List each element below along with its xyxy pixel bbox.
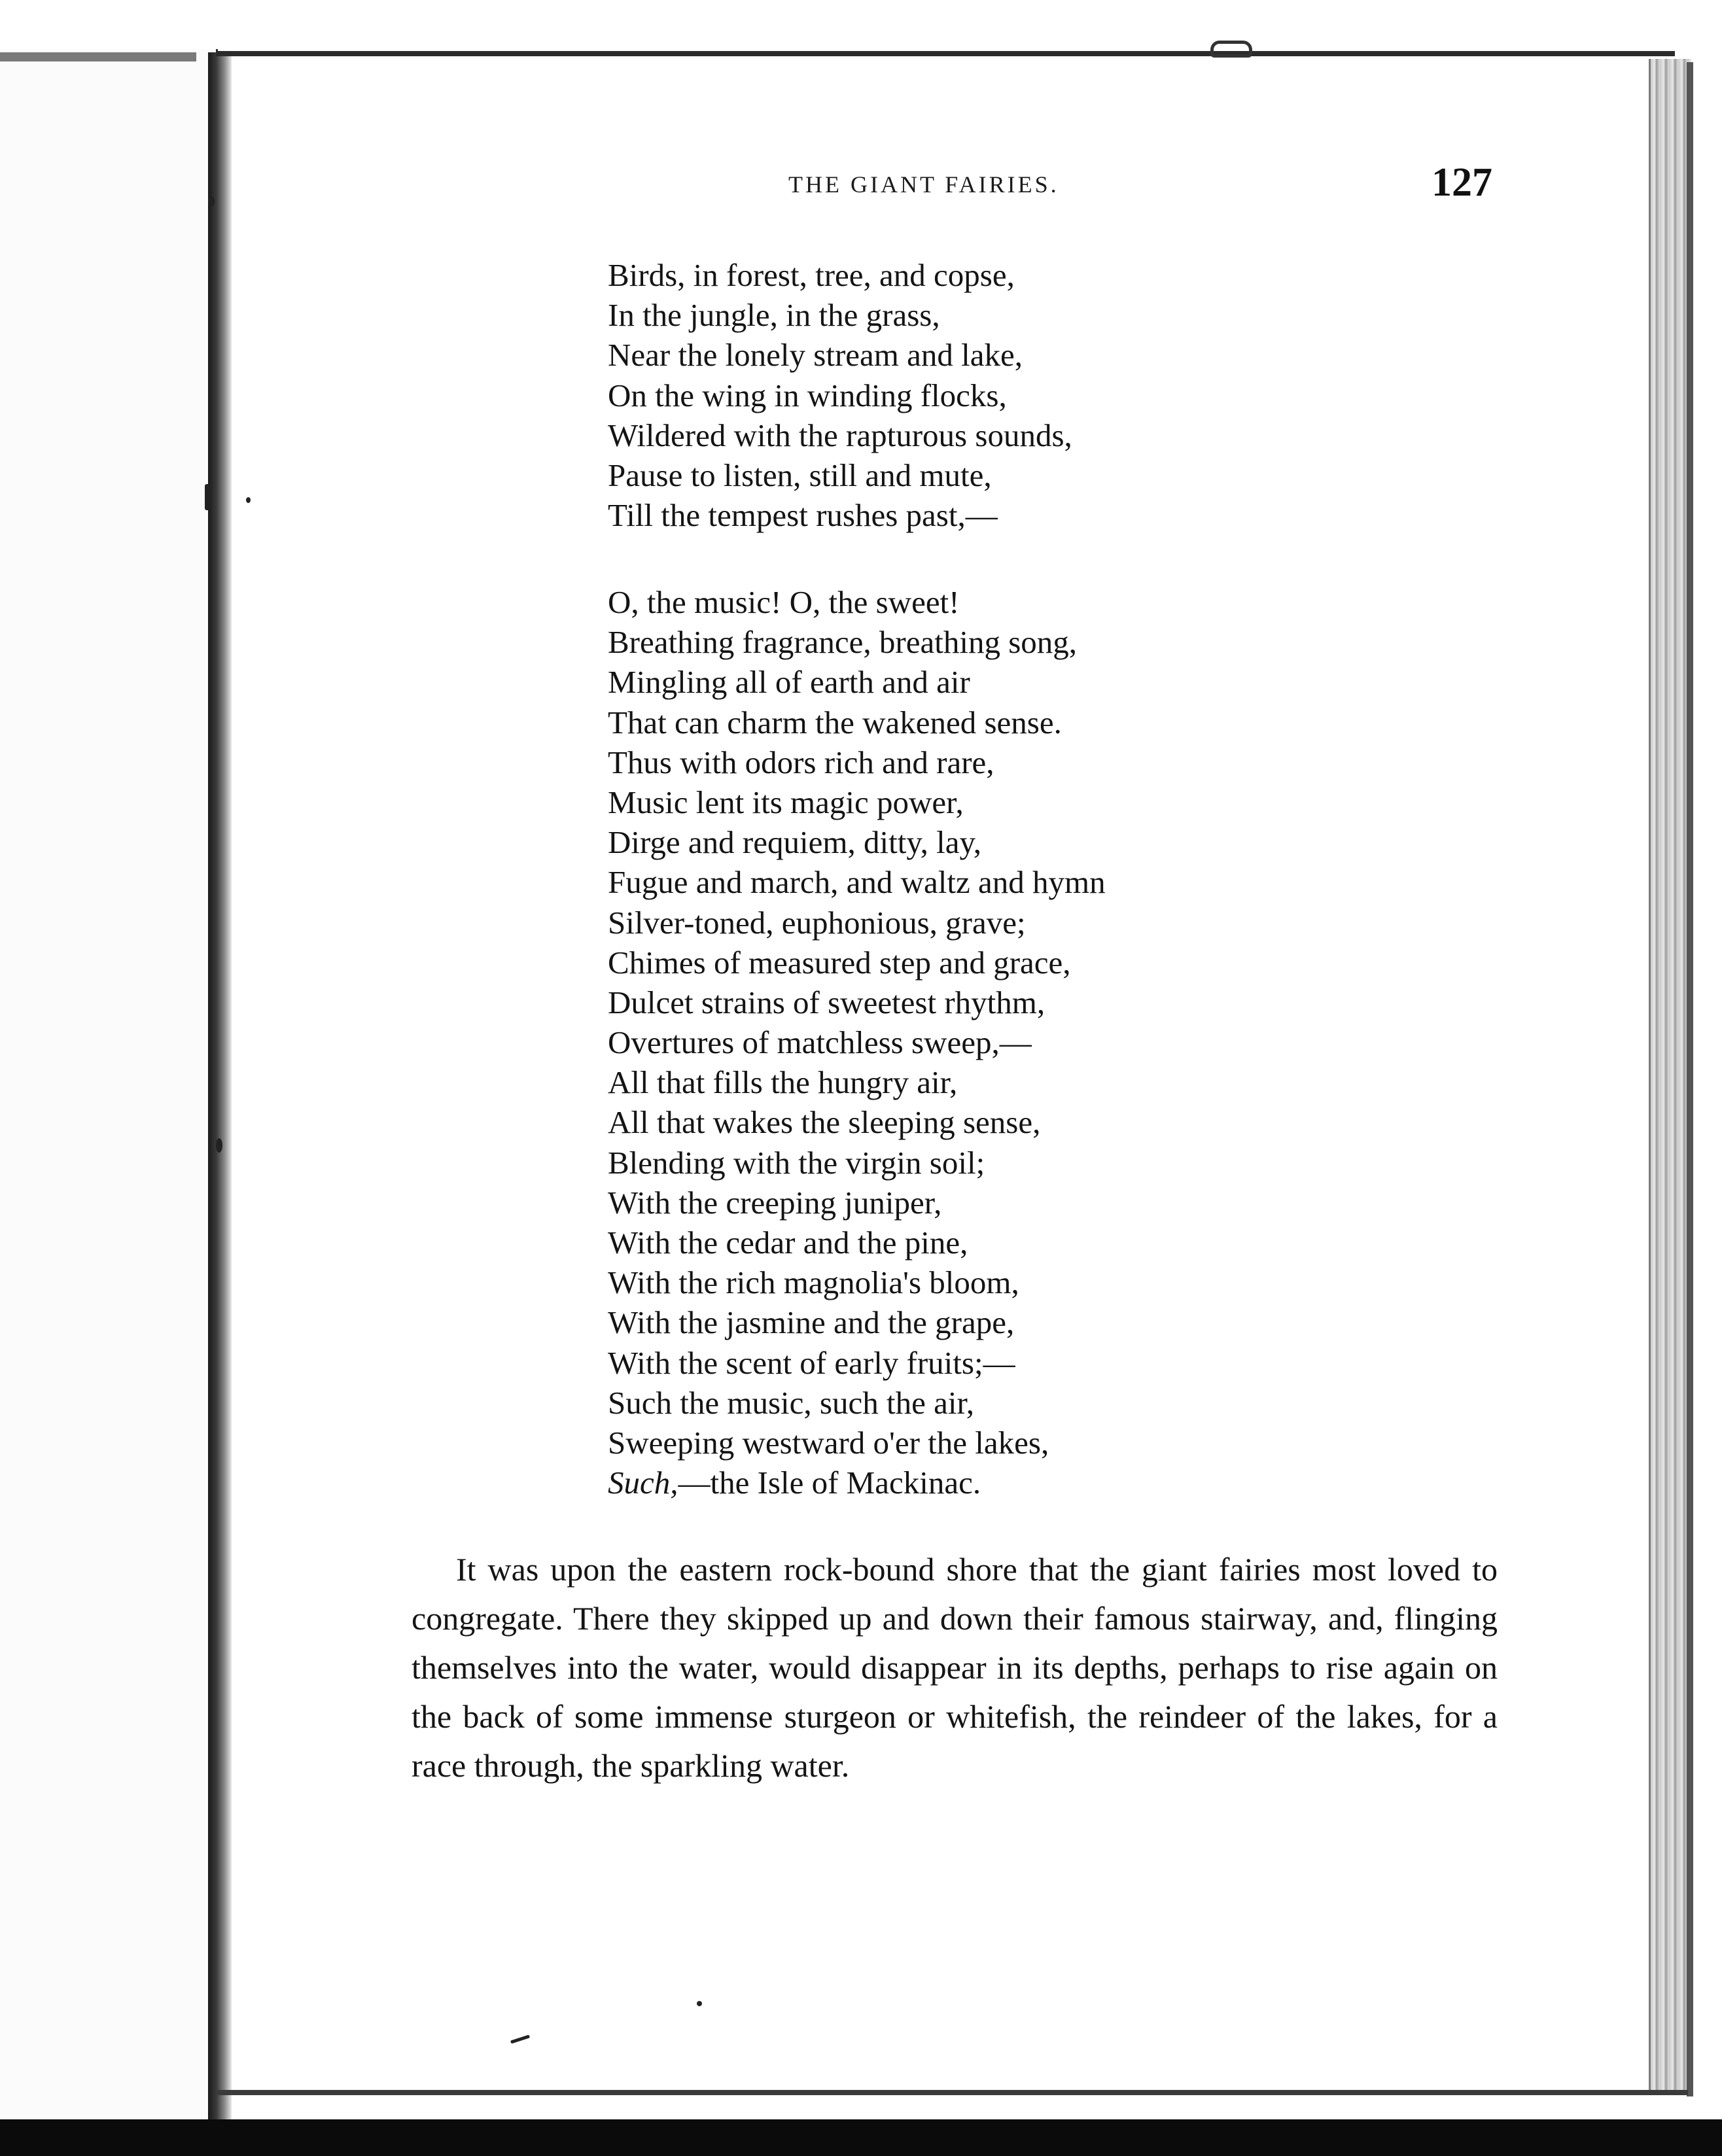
poem-line: Fugue and march, and waltz and hymn [608,864,1106,901]
poem-line: Dirge and requiem, ditty, lay, [608,824,982,861]
poem-line: Such the music, such the air, [608,1384,975,1421]
ink-speck [208,196,215,207]
poem-line: O, the music! O, the sweet! [608,584,960,620]
ink-speck [205,484,210,510]
poem-final-line-italic: Such, [608,1465,678,1501]
ink-speck [216,1138,222,1153]
poem-line: All that wakes the sleeping sense, [608,1104,1041,1141]
poem-line: All that fills the hungry air, [608,1064,958,1101]
poem-line: With the scent of early fruits;— [608,1344,1015,1381]
poem-line: With the jasmine and the grape, [608,1304,1015,1341]
ink-mark [1210,41,1252,58]
poem-stanza-1 [608,255,1072,535]
poem-line: Birds, in forest, tree, and copse, [608,257,1015,293]
left-page [0,49,218,2126]
poem-line: Blending with the virgin soil; [608,1144,985,1181]
ink-speck [246,497,251,503]
poem-line: Sweeping westward o'er the lakes, [608,1424,1049,1461]
poem-final-line-rest: —the Isle of Mackinac. [678,1465,981,1501]
poem-line: Mingling all of earth and air [608,664,970,701]
left-page-edge [0,52,196,61]
page-number: 127 [1432,160,1492,205]
page-bottom-edge [216,2090,1688,2095]
poem-line: With the cedar and the pine, [608,1225,968,1261]
page-top-edge [216,51,1675,56]
poem-line: Dulcet strains of sweetest rhythm, [608,984,1046,1020]
ink-speck [697,2001,702,2006]
scan-bottom-border [0,2119,1722,2156]
poem-line: Pause to listen, still and mute, [608,457,992,493]
poem-line: Breathing fragrance, breathing song, [608,624,1078,661]
poem-line: Overtures of matchless sweep,— [608,1024,1032,1061]
poem-line: Thus with odors rich and rare, [608,744,994,780]
prose-paragraph: It was upon the eastern rock-bound shore that the giant fairies most loved to congregate. There they skipped up and down their famous stairway, and, flinging themselves into the water, would disappear in its depths, perhaps to rise again on the back of some immense sturgeon or whitefish, the reindeer of the lakes, for a race through, the sparkling water. [412,1551,1498,1784]
poem-line: With the creeping juniper, [608,1184,942,1221]
poem-line: Silver-toned, euphonious, grave; [608,904,1026,941]
poem-final-line [608,1463,1106,1503]
poem-line: In the jungle, in the grass, [608,297,940,334]
poem-line: That can charm the wakened sense. [608,704,1062,740]
book-gutter [208,52,232,2119]
poem-line: Near the lonely stream and lake, [608,337,1023,374]
poem-line: Wildered with the rapturous sounds, [608,417,1072,453]
poem-line: With the rich magnolia's bloom, [608,1264,1019,1301]
poem-line: Till the tempest rushes past,— [608,497,998,534]
page-block-edges [1649,59,1691,2093]
poem-line: On the wing in winding flocks, [608,377,1007,413]
poem-line: Music lent its magic power, [608,784,964,820]
poem-stanza-2 [608,582,1106,1503]
page-right-outline [1687,62,1693,2096]
poem-line: Chimes of measured step and grace, [608,944,1071,981]
running-title: THE GIANT FAIRIES. [788,171,1059,198]
